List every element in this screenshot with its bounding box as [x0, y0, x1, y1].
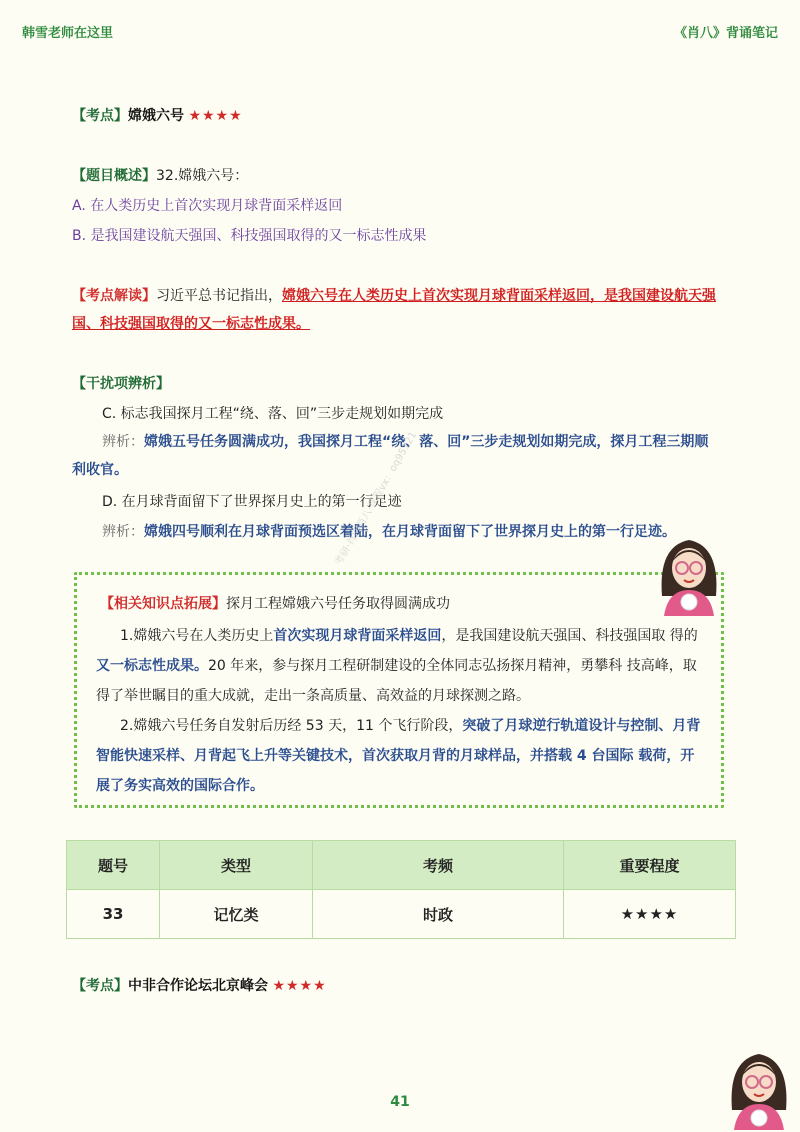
table-header-cell: 重要程度 — [564, 841, 736, 890]
table-cell: 33 — [67, 890, 160, 939]
teacher-avatar-icon-bottom — [724, 1040, 794, 1130]
table-header-row — [67, 841, 736, 890]
p1-emphasis: 首次实现月球背面采样返回 — [273, 628, 442, 644]
table-cell: 时政 — [313, 890, 564, 939]
page-number: 41 — [390, 1094, 410, 1110]
option-d-analysis — [102, 522, 676, 542]
kaodian-tag: 【考点】 — [72, 108, 128, 124]
p1-text-b: 20 年来，参与探月工程研制建设的全体同志弘扬探月精神，勇攀科 技高峰，取 — [208, 658, 697, 674]
table-cell: 记忆类 — [160, 890, 313, 939]
question-summary — [72, 166, 248, 186]
analysis-d-text: 嫦娥四号顺利在月球背面预选区着陆，在月球背面留下了世界探月史上的第一行足迹。 — [144, 524, 676, 540]
kaodian2-heading — [72, 976, 327, 996]
option-d: D. 在月球背面留下了世界探月史上的第一行足迹 — [102, 494, 402, 510]
table-cell-stars: ★★★★ — [564, 890, 736, 939]
extension-p1-line1 — [120, 626, 698, 646]
table-header-cell: 考频 — [313, 841, 564, 890]
option-a: A. 在人类历史上首次实现月球背面采样返回 — [72, 198, 343, 214]
summary-table — [66, 840, 736, 939]
table-header-cell: 题号 — [67, 841, 160, 890]
kaodian-title: 嫦娥六号 — [128, 108, 184, 124]
teacher-avatar-icon — [654, 526, 724, 616]
table-header-cell: 类型 — [160, 841, 313, 890]
interpretation-line-1 — [72, 286, 716, 306]
p1-emphasis-2: 又一标志性成果。 — [96, 658, 208, 674]
watermark: 考研·肖四肖八·课程vx：oq95121 — [333, 429, 420, 568]
analysis-c-text: 嫦娥五号任务圆满成功，我国探月工程“绕、落、回”三步走规划如期完成，探月工程三期顺 — [144, 434, 709, 450]
p1-text-c: ，是我国建设航天强国、科技强国取 得的 — [441, 628, 698, 644]
question-tag: 【题目概述】 — [72, 168, 156, 184]
question-text: 32.嫦娥六号： — [156, 168, 249, 184]
table-row — [67, 890, 736, 939]
interpretation-line-2 — [72, 314, 310, 334]
option-b: B. 是我国建设航天强国、科技强国取得的又一标志性成果 — [72, 228, 427, 244]
extension-p2-line1 — [120, 716, 700, 736]
interpretation-intro: 习近平总书记指出， — [156, 288, 282, 304]
extension-heading — [100, 594, 450, 614]
kaodian-heading — [72, 106, 243, 126]
extension-p1-line3: 得了举世瞩目的重大成就，走出一条高质量、高效益的月球探测之路。 — [96, 688, 530, 704]
extension-p2-line2: 智能快速采样、月背起飞上升等关键技术，首次获取月背的月球样品，并搭载 4 台国际 载荷，开 — [96, 748, 695, 764]
distractor-heading: 【干扰项辨析】 — [72, 376, 170, 392]
p1-text-a: 1.嫦娥六号在人类历史上 — [120, 628, 274, 644]
option-c: C. 标志我国探月工程“绕、落、回”三步走规划如期完成 — [102, 406, 444, 422]
interpretation-emphasis-1: 嫦娥六号在人类历史上首次实现月球背面采样返回，是我国建设航天强 — [282, 288, 716, 304]
extension-p1-line2 — [96, 656, 697, 676]
header-left-title: 韩雪老师在这里 — [22, 26, 114, 41]
header-right-title: 《肖八》背诵笔记 — [673, 26, 778, 41]
p2-emphasis: 突破了月球逆行轨道设计与控制、月背 — [462, 718, 701, 734]
option-c-analysis-2: 利收官。 — [72, 462, 128, 478]
kaodian2-stars: ★★★★ — [272, 978, 327, 994]
interpretation-tag: 【考点解读】 — [72, 288, 156, 304]
interpretation-emphasis-2: 国、科技强国取得的又一标志性成果。 — [72, 316, 310, 332]
analysis-label-c: 辨析： — [102, 434, 144, 450]
extension-title: 探月工程嫦娥六号任务取得圆满成功 — [226, 596, 450, 612]
kaodian2-title: 中非合作论坛北京峰会 — [128, 978, 268, 994]
analysis-label-d: 辨析： — [102, 524, 144, 540]
extension-p2-line3: 展了务实高效的国际合作。 — [96, 778, 264, 794]
p2-text-a: 2.嫦娥六号任务自发射后历经 53 天，11 个飞行阶段， — [120, 718, 463, 734]
extension-tag: 【相关知识点拓展】 — [100, 596, 226, 612]
kaodian-stars: ★★★★ — [188, 108, 243, 124]
kaodian2-tag: 【考点】 — [72, 978, 128, 994]
